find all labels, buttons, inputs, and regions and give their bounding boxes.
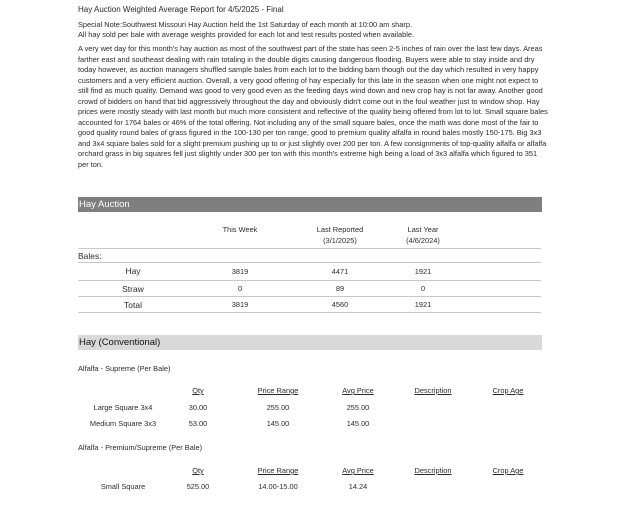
col-qty: Qty xyxy=(192,466,204,475)
table-row-label: Straw xyxy=(122,284,144,294)
table-cell: 1921 xyxy=(414,267,432,276)
table-row-label: Total xyxy=(124,300,142,310)
table-cell: 145.00 xyxy=(266,419,290,428)
table-row-type: Medium Square 3x3 xyxy=(89,419,157,428)
col-crop-age: Crop Age xyxy=(492,386,524,395)
col-avg-price: Avg Price xyxy=(342,466,374,475)
table-cell: 525.00 xyxy=(186,482,210,491)
divider xyxy=(78,248,541,249)
col-description: Description xyxy=(414,466,452,475)
table-cell: 14.00-15.00 xyxy=(258,482,298,491)
table-cell: 0 xyxy=(420,284,426,293)
table-cell: 255.00 xyxy=(266,403,290,412)
special-note-line-2: All hay sold per bale with average weights provided for each lot and test results posted when available. xyxy=(78,30,415,40)
col-last-reported-date: (3/1/2025) xyxy=(323,236,357,245)
table-row-type: Large Square 3x4 xyxy=(93,403,153,412)
market-narrative: A very wet day for this month's hay auction as most of the southwest part of the state has seen 2-5 inches of rain over the last few days. Areas farther east and southeast dealing with rain totaling in the double digits causing dangerous flooding. Buyers were able to stay inside and dry today however, as auction managers shuffled sample bales from each lot to the bidding barn though out the day which resulted in very happy customers and a very efficient auction. Overall, a very good offering of hay especially for this late in the season when one might not expect to still find as much quality. Demand was good to very good even as the feeding days wind down and new crop hay is not far away. Another good crowd of bidders on hand that bid aggressively throughout the day and obviously didn't come out in the foul weather just to window shop. Hay prices were mostly steady with last month but much more consistent and reflective of the quality being offered from lot to lot. Small square bales accounted for 1764 bales or 46% of the total offering. Not including any of the small square bales, once the math was done most of the fair to good quality round bales of grass figured in the 100-130 per ton range, good to premium quality alfalfa in round bales mostly 150-175. Big 3x3 and 3x4 square bales sold for a slight premium pushing up to or just slightly over 200 per ton. A few consignments of top-quality alfalfa or alfalfa orchard grass in big squares fell just slightly under 300 per ton with this month's extreme high being a load of 3x3 alfalfa which figured to 351 per ton. xyxy=(78,44,548,169)
report-title: Hay Auction Weighted Average Report for 4/5/2025 - Final xyxy=(78,5,284,14)
table-cell: 89 xyxy=(335,284,345,293)
group-title-alfalfa-supreme: Alfalfa - Supreme (Per Bale) xyxy=(78,364,171,373)
hay-conventional-header: Hay (Conventional) xyxy=(78,335,542,350)
col-this-week: This Week xyxy=(222,225,258,234)
table-cell: 14.24 xyxy=(348,482,368,491)
col-last-year: Last Year xyxy=(407,225,439,234)
special-note-line-1: Special Note:Southwest Missouri Hay Auction held the 1st Saturday of each month at 10:00 am sharp. xyxy=(78,20,412,29)
special-note xyxy=(78,20,548,40)
col-crop-age: Crop Age xyxy=(492,466,524,475)
col-last-year-date: (4/6/2024) xyxy=(406,236,440,245)
divider xyxy=(78,312,541,313)
group-title-alfalfa-premium-supreme: Alfalfa - Premium/Supreme (Per Bale) xyxy=(78,443,203,452)
col-qty: Qty xyxy=(192,386,204,395)
col-price-range: Price Range xyxy=(257,466,299,475)
bales-label: Bales: xyxy=(78,251,102,261)
col-avg-price: Avg Price xyxy=(342,386,374,395)
table-cell: 0 xyxy=(237,284,243,293)
col-price-range: Price Range xyxy=(257,386,299,395)
col-description: Description xyxy=(414,386,452,395)
table-cell: 3819 xyxy=(231,300,249,309)
table-cell: 3819 xyxy=(231,267,249,276)
divider xyxy=(78,280,541,281)
hay-auction-header: Hay Auction xyxy=(78,197,542,212)
table-cell: 255.00 xyxy=(346,403,370,412)
table-cell: 4471 xyxy=(331,267,349,276)
table-row-label: Hay xyxy=(125,266,141,276)
divider xyxy=(78,296,541,297)
table-row-type: Small Square xyxy=(100,482,146,491)
table-cell: 53.00 xyxy=(188,419,208,428)
table-cell: 30.00 xyxy=(188,403,208,412)
table-cell: 1921 xyxy=(414,300,432,309)
divider xyxy=(78,262,541,263)
col-last-reported: Last Reported xyxy=(316,225,364,234)
table-cell: 145.00 xyxy=(346,419,370,428)
table-cell: 4560 xyxy=(331,300,349,309)
